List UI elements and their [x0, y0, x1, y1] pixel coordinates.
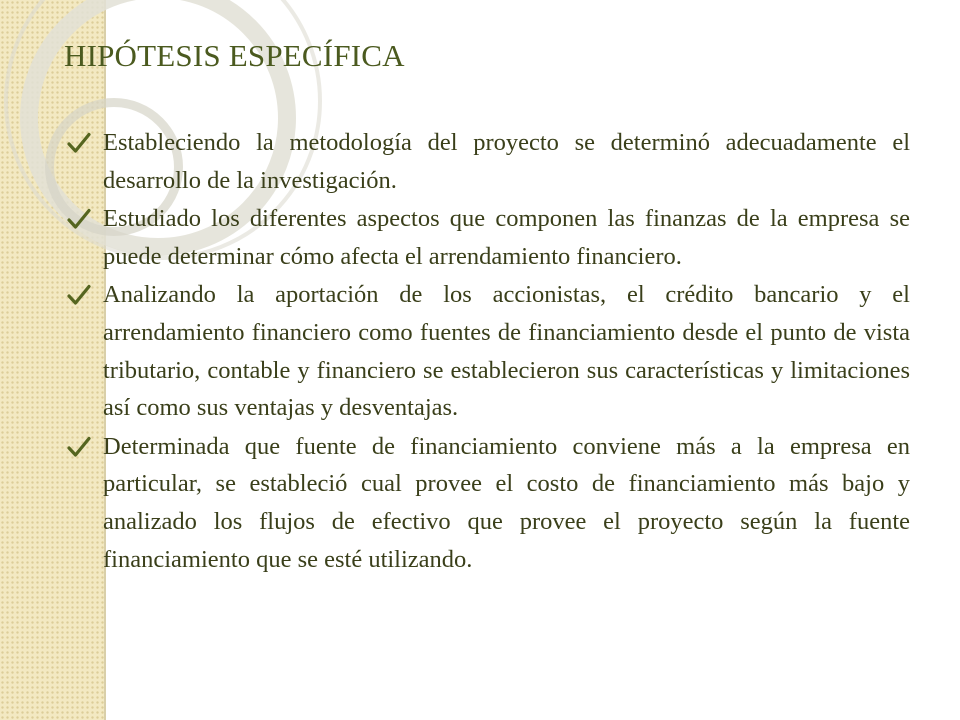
bullet-text: Estudiado los diferentes aspectos que componen las finanzas de la empresa se puede determinar cómo afecta el arrendamiento financiero.: [103, 205, 910, 270]
bullet-text: Estableciendo la metodología del proyecto se determinó adecuadamente el desarrollo de la investigación.: [103, 129, 910, 194]
bullet-list: [64, 124, 910, 579]
check-icon: [67, 284, 91, 306]
check-icon: [67, 436, 91, 458]
bullet-text: Determinada que fuente de financiamiento conviene más a la empresa en particular, se estableció cual provee el costo de financiamiento más bajo y analizado los flujos de efectivo que provee el proyecto según la fuente financiamiento que se esté utilizando.: [103, 432, 910, 573]
bullet-item: [64, 124, 910, 199]
slide-title: HIPÓTESIS ESPECÍFICA: [64, 38, 405, 73]
check-icon: [67, 208, 91, 230]
bullet-item: [64, 428, 910, 578]
bullet-item: [64, 276, 910, 426]
bullet-text: Analizando la aportación de los accionistas, el crédito bancario y el arrendamiento financiero como fuentes de financiamiento desde el punto de vista tributario, contable y financiero se establecieron sus características y limitaciones así como sus ventajas y desventajas.: [103, 281, 910, 422]
bullet-item: [64, 200, 910, 275]
check-icon: [67, 132, 91, 154]
